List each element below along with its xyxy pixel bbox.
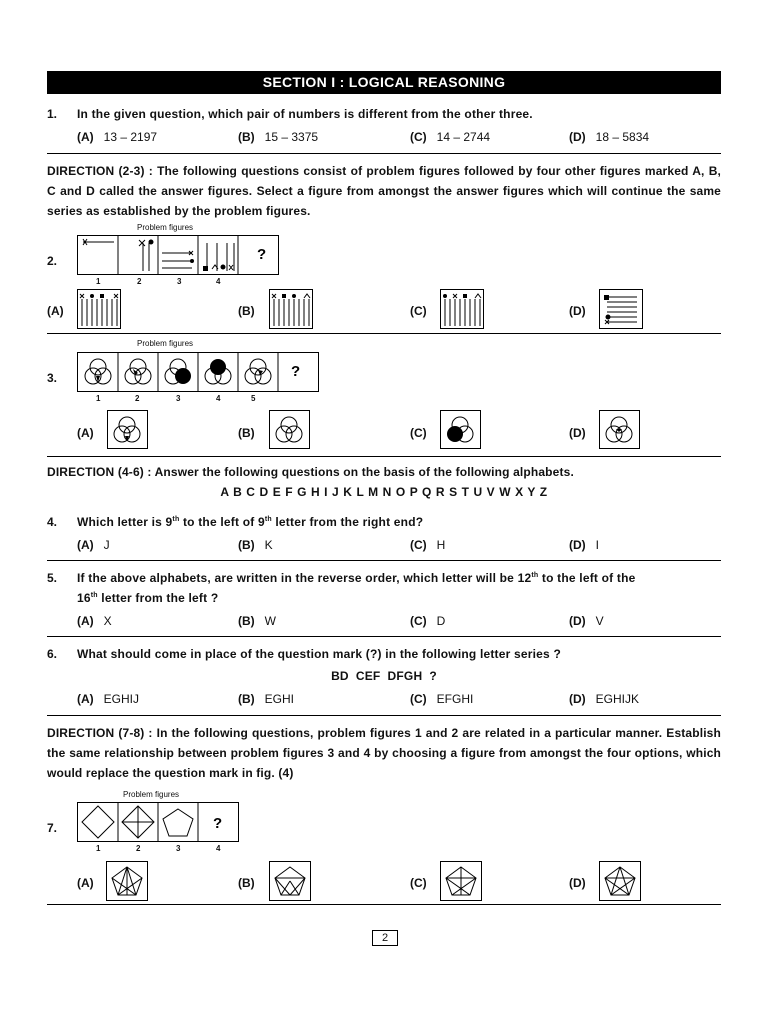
q4-number: 4. [47,515,58,529]
q3-digit-5: 5 [251,394,256,403]
q6-text: What should come in place of the question mark (?) in the following letter series ? [77,647,561,661]
divider [47,715,721,716]
page-number: 2 [372,930,398,946]
q2-digit-4: 4 [216,277,221,286]
divider [47,456,721,457]
divider [47,333,721,334]
alphabet-line: A B C D E F G H I J K L M N O P Q R S T U V W X Y Z [220,485,548,499]
divider [47,904,721,905]
q1-option-b[interactable]: (B) 15 – 3375 [238,130,319,144]
q3-option-c-label[interactable]: (C) [410,426,427,440]
q2-digit-3: 3 [177,277,182,286]
direction-4-6: DIRECTION (4-6) : Answer the following questions on the basis of the following alphabets. [47,465,574,479]
q7-option-a-figure[interactable] [106,861,148,901]
q3-option-d-figure[interactable] [599,410,640,449]
q7-option-c-figure[interactable] [440,861,482,901]
q3-option-b-label[interactable]: (B) [238,426,255,440]
q1-option-d[interactable]: (D) 18 – 5834 [569,130,650,144]
q6-option-b[interactable]: (B) EGHI [238,692,295,706]
q7-option-b-figure[interactable] [269,861,311,901]
q2-option-b-figure[interactable] [269,289,313,329]
q3-number: 3. [47,371,58,385]
q3-problem-figures [77,352,319,392]
q2-option-d-figure[interactable] [599,289,643,329]
q7-digit-2: 2 [136,844,141,853]
q7-problem-figures-label: Problem figures [123,790,180,799]
q7-option-c-label[interactable]: (C) [410,876,427,890]
q5-text-line1: If the above alphabets, are written in the reverse order, which letter will be 12th to the left of the [77,571,636,585]
q2-option-a-figure[interactable] [77,289,121,329]
q3-question-mark: ? [291,363,301,380]
divider [47,560,721,561]
q6-option-a[interactable]: (A) EGHIJ [77,692,140,706]
q7-digit-3: 3 [176,844,181,853]
q1-number: 1. [47,107,58,121]
q1-option-c[interactable]: (C) 14 – 2744 [410,130,491,144]
q4-text: Which letter is 9th to the left of 9th letter from the right end? [77,515,424,529]
q3-digit-4: 4 [216,394,221,403]
q2-option-c-label[interactable]: (C) [410,304,427,318]
q5-option-c[interactable]: (C) D [410,614,446,628]
q3-option-c-figure[interactable] [440,410,481,449]
q5-option-a[interactable]: (A) X [77,614,112,628]
q5-text-line2: 16th letter from the left ? [77,591,219,605]
q4-option-b[interactable]: (B) K [238,538,273,552]
q7-problem-figures [77,802,239,842]
q5-number: 5. [47,571,58,585]
q3-option-d-label[interactable]: (D) [569,426,586,440]
q7-option-d-label[interactable]: (D) [569,876,586,890]
q2-option-a-label[interactable]: (A) [47,304,64,318]
q5-option-d[interactable]: (D) V [569,614,604,628]
q6-series: BD CEF DFGH ? [331,669,437,683]
q1-option-a[interactable]: (A) 13 – 2197 [77,130,158,144]
q3-option-a-label[interactable]: (A) [77,426,94,440]
divider [47,636,721,637]
q7-option-b-label[interactable]: (B) [238,876,255,890]
q7-option-d-figure[interactable] [599,861,641,901]
q7-question-mark: ? [213,815,223,832]
q3-option-b-figure[interactable] [269,410,310,449]
q2-problem-figures [77,235,279,275]
q7-digit-1: 1 [96,844,101,853]
q5-option-b[interactable]: (B) W [238,614,276,628]
direction-7-8: DIRECTION (7-8) : In the following questions, problem figures 1 and 2 are related in a particular manner. Establish the same relationship between problem figures 3 and 4 by choosing a figure from amongst the four options, which would replace the question mark in fig. (4) [47,726,721,780]
q2-option-d-label[interactable]: (D) [569,304,586,318]
q3-problem-figures-label: Problem figures [137,339,194,348]
q2-question-mark: ? [257,246,267,263]
q6-option-c[interactable]: (C) EFGHI [410,692,474,706]
q3-digit-2: 2 [135,394,140,403]
q7-option-a-label[interactable]: (A) [77,876,94,890]
q1-text: In the given question, which pair of numbers is different from the other three. [77,107,533,121]
section-header: SECTION I : LOGICAL REASONING [47,71,721,94]
direction-2-3: DIRECTION (2-3) : The following questions consist of problem figures followed by four other figures marked A, B, C and D called the answer figures. Select a figure from amongst the answer figures which will continue the same series as established by the problem figures. [47,164,721,218]
q2-option-b-label[interactable]: (B) [238,304,255,318]
q2-option-c-figure[interactable] [440,289,484,329]
q7-digit-4: 4 [216,844,221,853]
q2-digit-2: 2 [137,277,142,286]
q7-number: 7. [47,821,58,835]
q6-option-d[interactable]: (D) EGHIJK [569,692,640,706]
q6-number: 6. [47,647,58,661]
q2-number: 2. [47,254,58,268]
q4-option-a[interactable]: (A) J [77,538,110,552]
q2-digit-1: 1 [96,277,101,286]
q3-digit-3: 3 [176,394,181,403]
q4-option-d[interactable]: (D) I [569,538,600,552]
q2-problem-figures-label: Problem figures [137,223,194,232]
q3-digit-1: 1 [96,394,101,403]
divider [47,153,721,154]
q4-option-c[interactable]: (C) H [410,538,446,552]
q3-option-a-figure[interactable] [107,410,148,449]
